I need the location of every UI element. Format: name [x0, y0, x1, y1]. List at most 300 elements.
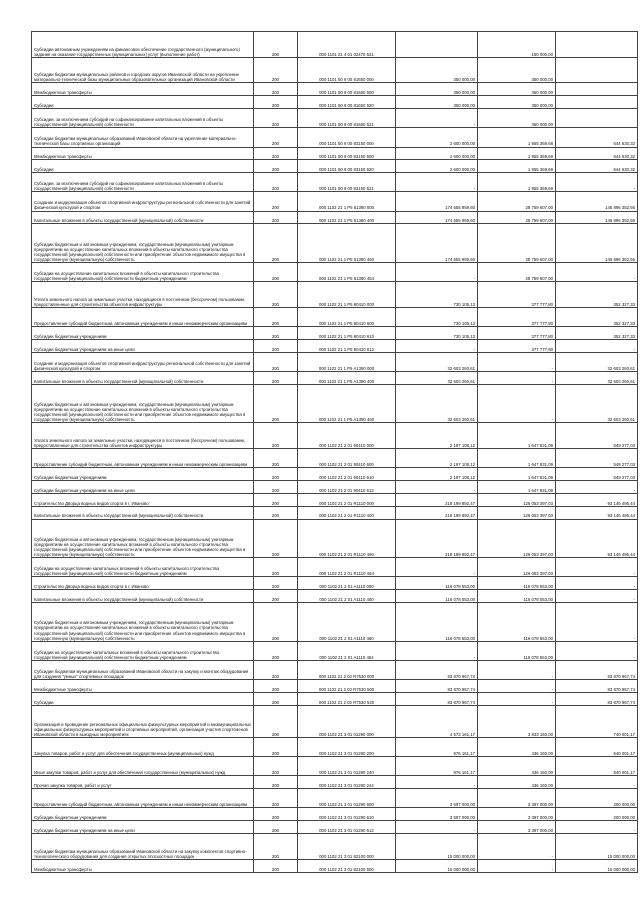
table-row [32, 519, 638, 558]
unexecuted-amount-cell: 549 277,03 [556, 468, 638, 481]
unexecuted-amount-cell [556, 32, 638, 58]
approved-amount-cell: 2 197 108,12 [396, 468, 478, 481]
expense-name-cell: Субсидии бюджетным учреждениям на иные цели [32, 481, 254, 494]
line-code-cell: 200 [254, 128, 298, 147]
table-row [32, 737, 638, 756]
approved-amount-cell: 3 597 000,00 [396, 808, 478, 821]
executed-amount-cell: - [478, 372, 556, 385]
executed-amount-cell: - [478, 692, 556, 705]
approved-amount-cell: - [396, 173, 478, 192]
approved-amount-cell: 2 600 000,00 [396, 160, 478, 173]
unexecuted-amount-cell: - [556, 558, 638, 577]
line-code-cell: 200 [254, 307, 298, 326]
budget-class-code-cell: 000 1101 50 9 00 81650 521 [298, 109, 396, 128]
executed-amount-cell: 1 955 369,68 [478, 160, 556, 173]
approved-amount-cell: 32 603 260,61 [396, 352, 478, 371]
approved-amount-cell: 15 000 000,00 [396, 834, 478, 860]
budget-class-code-cell: 000 1102 21 1 P5 A1390 000 [298, 352, 396, 371]
expense-name-cell: Предоставление субсидий бюджетным, автономным учреждениям и иным некоммерческим организациям [32, 449, 254, 468]
unexecuted-amount-cell: 145 896 352,56 [556, 211, 638, 224]
executed-amount-cell: - [478, 660, 556, 679]
unexecuted-amount-cell: 549 277,03 [556, 423, 638, 449]
executed-amount-cell: 116 078 553,00 [478, 603, 556, 642]
expense-name-cell: Межбюджетные трансферты [32, 83, 254, 96]
expense-name-cell: Субсидии бюджетным учреждениям на иные цели [32, 821, 254, 834]
unexecuted-amount-cell: 93 146 495,44 [556, 519, 638, 558]
budget-class-code-cell: 000 1102 21 2 02 R7530 500 [298, 680, 396, 693]
expense-name-cell: Субсидии бюджетным учреждениям [32, 468, 254, 481]
line-code-cell: 200 [254, 821, 298, 834]
unexecuted-amount-cell: 644 630,32 [556, 147, 638, 160]
table-row [32, 641, 638, 660]
executed-amount-cell: 1 955 369,68 [478, 147, 556, 160]
budget-class-code-cell: 000 1102 21 2 01 90410 612 [298, 481, 396, 494]
expense-name-cell: Строительство Дворца водных видов спорта в г. Иваново [32, 494, 254, 507]
table-row [32, 494, 638, 507]
unexecuted-amount-cell: 352 327,33 [556, 307, 638, 326]
expense-name-cell: Субсидии бюджетным и автономным учреждениям, государственным (муниципальным) унитарным предприятиям на осуществление капитальных вложений в объекты капитального строительства государственной (муниципальной) собственности или приобретение объектов недвижимого имущества в государственную (муниципальную) собственность [32, 224, 254, 263]
executed-amount-cell: 28 759 607,00 [478, 224, 556, 263]
line-code-cell: 200 [254, 340, 298, 353]
expense-name-cell: Межбюджетные трансферты [32, 147, 254, 160]
budget-class-code-cell: 000 1102 21 3 01 82100 000 [298, 834, 396, 860]
executed-amount-cell: 377 777,80 [478, 327, 556, 340]
executed-amount-cell: 350 000,00 [478, 57, 556, 83]
line-code-cell: 200 [254, 558, 298, 577]
line-code-cell: 200 [254, 282, 298, 308]
table-row [32, 834, 638, 860]
table-row [32, 680, 638, 693]
unexecuted-amount-cell: 93 146 495,44 [556, 506, 638, 519]
executed-amount-cell: 1 647 831,09 [478, 481, 556, 494]
budget-report-sheet [31, 31, 637, 873]
approved-amount-cell: 730 105,13 [396, 307, 478, 326]
expense-name-cell: Субсидии бюджетам муниципальных образований Ивановской области на закупку и монтаж оборудования для создания "умных" спортивных площадок [32, 660, 254, 679]
approved-amount-cell: 83 870 967,74 [396, 692, 478, 705]
executed-amount-cell: 436 160,00 [478, 776, 556, 789]
unexecuted-amount-cell: 15 000 000,00 [556, 859, 638, 872]
budget-class-code-cell: 000 1101 50 9 00 81650 520 [298, 96, 396, 109]
approved-amount-cell: 350 000,00 [396, 83, 478, 96]
executed-amount-cell: - [478, 834, 556, 860]
unexecuted-amount-cell: 83 870 967,74 [556, 692, 638, 705]
line-code-cell: 200 [254, 192, 298, 211]
table-row [32, 211, 638, 224]
executed-amount-cell: 28 759 607,00 [478, 263, 556, 282]
unexecuted-amount-cell: 740 001,17 [556, 705, 638, 737]
expense-name-cell: Субсидии бюджетным и автономным учреждениям, государственным (муниципальным) унитарным предприятиям на осуществление капитальных вложений в объекты капитального строительства государственной (муниципальной) собственности или приобретение объектов недвижимого имущества в государственную (муниципальную) собственность [32, 384, 254, 423]
unexecuted-amount-cell: - [556, 641, 638, 660]
executed-amount-cell: - [478, 352, 556, 371]
unexecuted-amount-cell: 32 603 260,61 [556, 352, 638, 371]
approved-amount-cell: 116 078 553,00 [396, 577, 478, 590]
line-code-cell: 200 [254, 660, 298, 679]
line-code-cell: 200 [254, 705, 298, 737]
budget-class-code-cell: 000 1102 21 1 P5 90410 000 [298, 282, 396, 308]
approved-amount-cell: 174 655 959,60 [396, 211, 478, 224]
unexecuted-amount-cell: - [556, 340, 638, 353]
budget-class-code-cell: 000 1102 21 3 01 01290 200 [298, 737, 396, 756]
table-row [32, 692, 638, 705]
unexecuted-amount-cell [556, 109, 638, 128]
approved-amount-cell: 2 197 108,12 [396, 423, 478, 449]
executed-amount-cell: 377 777,80 [478, 282, 556, 308]
line-code-cell: 200 [254, 57, 298, 83]
unexecuted-amount-cell: - [556, 590, 638, 603]
line-code-cell: 200 [254, 109, 298, 128]
expense-name-cell: Субсидии на осуществление капитальных вложений в объекты капитального строительства государственной (муниципальной) собственности бюджетным учреждениям [32, 263, 254, 282]
executed-amount-cell: - [478, 859, 556, 872]
unexecuted-amount-cell [556, 83, 638, 96]
table-row [32, 603, 638, 642]
executed-amount-cell: 1 647 831,09 [478, 449, 556, 468]
line-code-cell: 200 [254, 789, 298, 808]
budget-class-code-cell: 000 1102 21 1 P5 51390 400 [298, 211, 396, 224]
table-row [32, 372, 638, 385]
table-row [32, 789, 638, 808]
approved-amount-cell: 116 078 553,00 [396, 590, 478, 603]
unexecuted-amount-cell: 83 870 967,74 [556, 660, 638, 679]
executed-amount-cell: 377 777,80 [478, 340, 556, 353]
budget-class-code-cell: 000 1102 21 1 P5 A1390 460 [298, 384, 396, 423]
budget-class-code-cell: 000 1102 21 2 01 R1110 460 [298, 519, 396, 558]
table-row [32, 821, 638, 834]
budget-class-code-cell: 000 1102 21 2 01 90410 610 [298, 468, 396, 481]
expense-name-cell: Субсидии [32, 96, 254, 109]
table-row [32, 173, 638, 192]
executed-amount-cell: - [478, 680, 556, 693]
table-row [32, 352, 638, 371]
budget-class-code-cell: 000 1102 21 2 02 R7530 000 [298, 660, 396, 679]
budget-class-code-cell: 000 1102 21 1 P5 90410 612 [298, 340, 396, 353]
table-row [32, 147, 638, 160]
budget-class-code-cell: 000 1102 21 2 01 A1110 400 [298, 590, 396, 603]
line-code-cell: 200 [254, 506, 298, 519]
budget-class-code-cell: 000 1102 21 1 P5 51390 000 [298, 192, 396, 211]
executed-amount-cell: 3 397 000,00 [478, 821, 556, 834]
unexecuted-amount-cell: - [556, 821, 638, 834]
approved-amount-cell: 83 870 967,74 [396, 680, 478, 693]
expense-name-cell: Прочая закупка товаров, работ и услуг [32, 776, 254, 789]
unexecuted-amount-cell: - [556, 776, 638, 789]
unexecuted-amount-cell: 93 146 495,44 [556, 494, 638, 507]
approved-amount-cell: - [396, 481, 478, 494]
line-code-cell: 200 [254, 211, 298, 224]
executed-amount-cell: 3 397 000,00 [478, 789, 556, 808]
approved-amount-cell: 219 199 892,47 [396, 494, 478, 507]
executed-amount-cell: 1 647 831,09 [478, 468, 556, 481]
expense-name-cell: Капитальные вложения в объекты государственной (муниципальной) собственности [32, 211, 254, 224]
line-code-cell: 200 [254, 327, 298, 340]
expense-name-cell: Строительство Дворца водных видов спорта в г. Иваново [32, 577, 254, 590]
budget-class-code-cell: 000 1102 21 3 01 01290 612 [298, 821, 396, 834]
executed-amount-cell: 28 759 607,00 [478, 211, 556, 224]
executed-amount-cell: 116 078 553,00 [478, 641, 556, 660]
table-row [32, 481, 638, 494]
unexecuted-amount-cell: - [556, 481, 638, 494]
budget-class-code-cell: 000 1102 21 1 P5 90410 610 [298, 327, 396, 340]
executed-amount-cell: 436 160,00 [478, 737, 556, 756]
line-code-cell: 200 [254, 83, 298, 96]
approved-amount-cell: - [396, 263, 478, 282]
approved-amount-cell: 32 603 260,61 [396, 384, 478, 423]
table-row [32, 506, 638, 519]
approved-amount-cell: - [396, 340, 478, 353]
table-row [32, 468, 638, 481]
approved-amount-cell: 3 597 000,00 [396, 789, 478, 808]
line-code-cell: 200 [254, 590, 298, 603]
table-row [32, 660, 638, 679]
expense-name-cell: Уплата земельного налога за земельные участки, находящиеся в постоянном (бессрочном) пользовании, предоставленные для строительства объектов инфраструктуры [32, 282, 254, 308]
expense-name-cell: Капитальные вложения в объекты государственной (муниципальной) собственности [32, 506, 254, 519]
executed-amount-cell: 350 000,00 [478, 109, 556, 128]
expense-name-cell: Субсидии бюджетам муниципальных образований Ивановской области на укрепление материально-технической базы спортивных организаций [32, 128, 254, 147]
expense-name-cell: Организация и проведение региональных официальных физкультурных мероприятий и межмуниципальных официальных физкультурных мероприятий и спортивных мероприятий, организация участия спортсменов Ивановской области в выездных мероприятиях [32, 705, 254, 737]
table-row [32, 757, 638, 776]
approved-amount-cell: 116 078 553,00 [396, 603, 478, 642]
budget-class-code-cell: 000 1102 21 3 01 01290 600 [298, 789, 396, 808]
expense-name-cell: Создание и модернизация объектов спортивной инфраструктуры региональной собственности для занятий физической культурой и спортом [32, 352, 254, 371]
unexecuted-amount-cell: 145 896 352,56 [556, 224, 638, 263]
line-code-cell: 200 [254, 481, 298, 494]
line-code-cell: 200 [254, 224, 298, 263]
table-row [32, 307, 638, 326]
line-code-cell: 200 [254, 468, 298, 481]
budget-class-code-cell: 000 1102 21 2 01 A1110 460 [298, 603, 396, 642]
line-code-cell: 200 [254, 32, 298, 58]
approved-amount-cell: 32 603 260,61 [396, 372, 478, 385]
budget-class-code-cell: 000 1102 21 2 01 90410 000 [298, 423, 396, 449]
executed-amount-cell: 350 000,00 [478, 83, 556, 96]
table-row [32, 423, 638, 449]
budget-class-code-cell: 000 1102 21 3 01 01290 244 [298, 776, 396, 789]
approved-amount-cell: 4 573 161,17 [396, 705, 478, 737]
approved-amount-cell: 83 870 967,74 [396, 660, 478, 679]
budget-class-code-cell: 000 1102 21 2 01 A1110 464 [298, 641, 396, 660]
executed-amount-cell: 1 647 831,09 [478, 423, 556, 449]
budget-class-code-cell: 000 1102 21 2 01 90410 600 [298, 449, 396, 468]
budget-class-code-cell: 000 1101 50 9 00 83150 520 [298, 160, 396, 173]
line-code-cell: 200 [254, 519, 298, 558]
table-row [32, 57, 638, 83]
table-row [32, 224, 638, 263]
executed-amount-cell: 116 078 553,00 [478, 577, 556, 590]
budget-class-code-cell: 000 1101 50 9 00 83150 521 [298, 173, 396, 192]
unexecuted-amount-cell: - [556, 603, 638, 642]
line-code-cell: 200 [254, 834, 298, 860]
unexecuted-amount-cell: 540 001,17 [556, 737, 638, 756]
unexecuted-amount-cell: - [556, 577, 638, 590]
unexecuted-amount-cell: 644 630,32 [556, 160, 638, 173]
line-code-cell: 200 [254, 494, 298, 507]
executed-amount-cell: 126 053 397,03 [478, 558, 556, 577]
line-code-cell: 200 [254, 808, 298, 821]
executed-amount-cell: 126 053 397,03 [478, 519, 556, 558]
expense-name-cell: Межбюджетные трансферты [32, 859, 254, 872]
line-code-cell: 200 [254, 147, 298, 160]
table-row [32, 590, 638, 603]
line-code-cell: 200 [254, 263, 298, 282]
line-code-cell: 200 [254, 173, 298, 192]
expense-name-cell: Капитальные вложения в объекты государственной (муниципальной) собственности [32, 372, 254, 385]
approved-amount-cell: 174 655 959,60 [396, 192, 478, 211]
approved-amount-cell: 730 105,13 [396, 282, 478, 308]
executed-amount-cell: 116 078 553,00 [478, 590, 556, 603]
budget-class-code-cell: 000 1101 50 9 00 81650 000 [298, 57, 396, 83]
unexecuted-amount-cell: 32 603 260,61 [556, 384, 638, 423]
expense-name-cell: Субсидии бюджетным и автономным учреждениям, государственным (муниципальным) унитарным предприятиям на осуществление капитальных вложений в объекты капитального строительства государственной (муниципальной) собственности или приобретение объектов недвижимого имущества в государственную (муниципальную) собственность [32, 519, 254, 558]
budget-class-code-cell: 000 1102 21 3 01 01290 610 [298, 808, 396, 821]
expense-name-cell: Субсидии, за исключением субсидий на софинансирование капитальных вложений в объекты государственной (муниципальной) собственности [32, 109, 254, 128]
budget-class-code-cell: 000 1101 21 4 01 02470 621 [298, 32, 396, 58]
budget-class-code-cell: 000 1102 21 1 P5 51390 464 [298, 263, 396, 282]
line-code-cell: 200 [254, 776, 298, 789]
unexecuted-amount-cell: 145 896 352,56 [556, 192, 638, 211]
approved-amount-cell: 976 161,17 [396, 737, 478, 756]
budget-class-code-cell: 000 1101 50 9 00 83150 000 [298, 128, 396, 147]
table-row [32, 32, 638, 58]
budget-class-code-cell: 000 1101 50 9 00 81650 500 [298, 83, 396, 96]
expense-name-cell: Субсидии [32, 160, 254, 173]
line-code-cell: 200 [254, 641, 298, 660]
expense-name-cell: Межбюджетные трансферты [32, 680, 254, 693]
table-row [32, 327, 638, 340]
budget-class-code-cell: 000 1102 21 1 P5 A1390 400 [298, 372, 396, 385]
approved-amount-cell: 174 655 959,60 [396, 224, 478, 263]
expense-name-cell: Закупка товаров, работ и услуг для обеспечения государственных (муниципальных) нужд [32, 737, 254, 756]
budget-class-code-cell: 000 1102 21 1 P5 51390 460 [298, 224, 396, 263]
line-code-cell: 200 [254, 692, 298, 705]
executed-amount-cell: 126 053 397,03 [478, 506, 556, 519]
expense-name-cell: Субсидии бюджетам муниципальных районов и городских округов Ивановской области на укрепление материально-технической базы муниципальных образовательных организаций Ивановской области [32, 57, 254, 83]
unexecuted-amount-cell: 352 327,33 [556, 282, 638, 308]
unexecuted-amount-cell: 32 603 260,61 [556, 372, 638, 385]
executed-amount-cell: 150 000,00 [478, 32, 556, 58]
expense-name-cell: Создание и модернизация объектов спортивной инфраструктуры региональной собственности для занятий физической культурой и спортом [32, 192, 254, 211]
executed-amount-cell: 126 053 397,03 [478, 494, 556, 507]
table-row [32, 96, 638, 109]
expense-name-cell: Уплата земельного налога за земельные участки, находящиеся в постоянном (бессрочном) пользовании, предоставленные для строительства объектов инфраструктуры [32, 423, 254, 449]
approved-amount-cell: - [396, 109, 478, 128]
line-code-cell: 200 [254, 859, 298, 872]
executed-amount-cell: 350 000,00 [478, 96, 556, 109]
budget-class-code-cell: 000 1102 21 1 P5 90410 600 [298, 307, 396, 326]
line-code-cell: 200 [254, 737, 298, 756]
budget-class-code-cell: 000 1102 21 3 01 82100 500 [298, 859, 396, 872]
table-row [32, 160, 638, 173]
expense-name-cell: Предоставление субсидий бюджетным, автономным учреждениям и иным некоммерческим организациям [32, 789, 254, 808]
table-row [32, 859, 638, 872]
line-code-cell: 200 [254, 372, 298, 385]
unexecuted-amount-cell [556, 96, 638, 109]
line-code-cell: 200 [254, 603, 298, 642]
unexecuted-amount-cell: 540 001,17 [556, 757, 638, 776]
line-code-cell: 200 [254, 384, 298, 423]
unexecuted-amount-cell: 549 277,03 [556, 449, 638, 468]
approved-amount-cell: 219 199 892,47 [396, 506, 478, 519]
approved-amount-cell: 730 105,13 [396, 327, 478, 340]
expense-name-cell: Субсидии бюджетным учреждениям [32, 327, 254, 340]
unexecuted-amount-cell: - [556, 263, 638, 282]
expense-name-cell: Предоставление субсидий бюджетным, автономным учреждениям и иным некоммерческим организациям [32, 307, 254, 326]
unexecuted-amount-cell: 15 000 000,00 [556, 834, 638, 860]
table-row [32, 109, 638, 128]
budget-class-code-cell: 000 1101 50 9 00 83150 500 [298, 147, 396, 160]
line-code-cell: 200 [254, 577, 298, 590]
expense-name-cell: Субсидии [32, 692, 254, 705]
table-row [32, 705, 638, 737]
unexecuted-amount-cell: 200 000,00 [556, 789, 638, 808]
executed-amount-cell: 28 759 607,00 [478, 192, 556, 211]
line-code-cell: 200 [254, 96, 298, 109]
table-row [32, 263, 638, 282]
expense-name-cell: Капитальные вложения в объекты государственной (муниципальной) собственности [32, 590, 254, 603]
approved-amount-cell: - [396, 776, 478, 789]
table-row [32, 83, 638, 96]
table-row [32, 384, 638, 423]
approved-amount-cell: 2 197 108,12 [396, 449, 478, 468]
expense-name-cell: Субсидии бюджетным учреждениям [32, 808, 254, 821]
approved-amount-cell: 350 000,00 [396, 96, 478, 109]
expense-name-cell: Субсидии бюджетным учреждениям на иные цели [32, 340, 254, 353]
table-row [32, 449, 638, 468]
line-code-cell: 200 [254, 423, 298, 449]
table-row [32, 776, 638, 789]
approved-amount-cell: 219 199 892,47 [396, 519, 478, 558]
table-row [32, 808, 638, 821]
unexecuted-amount-cell [556, 57, 638, 83]
approved-amount-cell: - [396, 558, 478, 577]
executed-amount-cell: 1 955 369,68 [478, 173, 556, 192]
expense-name-cell: Субсидии автономным учреждениям на финансовое обеспечение государственного (муниципального) задания на оказание государственных (муниципальных) услуг (выполнение работ) [32, 32, 254, 58]
table-row [32, 340, 638, 353]
expense-name-cell: Субсидии, за исключением субсидий на софинансирование капитальных вложений в объекты государственной (муниципальной) собственности [32, 173, 254, 192]
budget-class-code-cell: 000 1102 21 2 01 A1110 000 [298, 577, 396, 590]
table-row [32, 128, 638, 147]
expense-name-cell: Субсидии на осуществление капитальных вложений в объекты капитального строительства государственной (муниципальной) собственности бюджетным учреждениям [32, 641, 254, 660]
approved-amount-cell: - [396, 641, 478, 660]
budget-execution-table [31, 31, 638, 873]
approved-amount-cell: 976 161,17 [396, 757, 478, 776]
expense-name-cell: Иные закупки товаров, работ и услуг для обеспечения государственных (муниципальных) нужд [32, 757, 254, 776]
executed-amount-cell: 3 833 160,00 [478, 705, 556, 737]
approved-amount-cell: 350 000,00 [396, 57, 478, 83]
table-row [32, 282, 638, 308]
line-code-cell: 200 [254, 160, 298, 173]
approved-amount-cell [396, 32, 478, 58]
executed-amount-cell: 436 160,00 [478, 757, 556, 776]
line-code-cell: 200 [254, 352, 298, 371]
line-code-cell: 200 [254, 680, 298, 693]
executed-amount-cell: - [478, 384, 556, 423]
budget-class-code-cell: 000 1102 21 2 02 R7530 520 [298, 692, 396, 705]
table-row [32, 577, 638, 590]
line-code-cell: 200 [254, 757, 298, 776]
approved-amount-cell: 15 000 000,00 [396, 859, 478, 872]
executed-amount-cell: 3 397 000,00 [478, 808, 556, 821]
unexecuted-amount-cell: 352 327,33 [556, 327, 638, 340]
executed-amount-cell: 1 955 369,68 [478, 128, 556, 147]
approved-amount-cell: 2 600 000,00 [396, 128, 478, 147]
unexecuted-amount-cell: 200 000,00 [556, 808, 638, 821]
line-code-cell: 200 [254, 449, 298, 468]
budget-class-code-cell: 000 1102 21 2 01 R1110 464 [298, 558, 396, 577]
approved-amount-cell: 2 600 000,00 [396, 147, 478, 160]
unexecuted-amount-cell: 644 630,32 [556, 128, 638, 147]
unexecuted-amount-cell: 83 870 967,74 [556, 680, 638, 693]
executed-amount-cell: 377 777,80 [478, 307, 556, 326]
expense-name-cell: Субсидии бюджетам муниципальных образований Ивановской области на закупку комплектов спортивно-технологического оборудования для создания открытых плоскостных площадок [32, 834, 254, 860]
